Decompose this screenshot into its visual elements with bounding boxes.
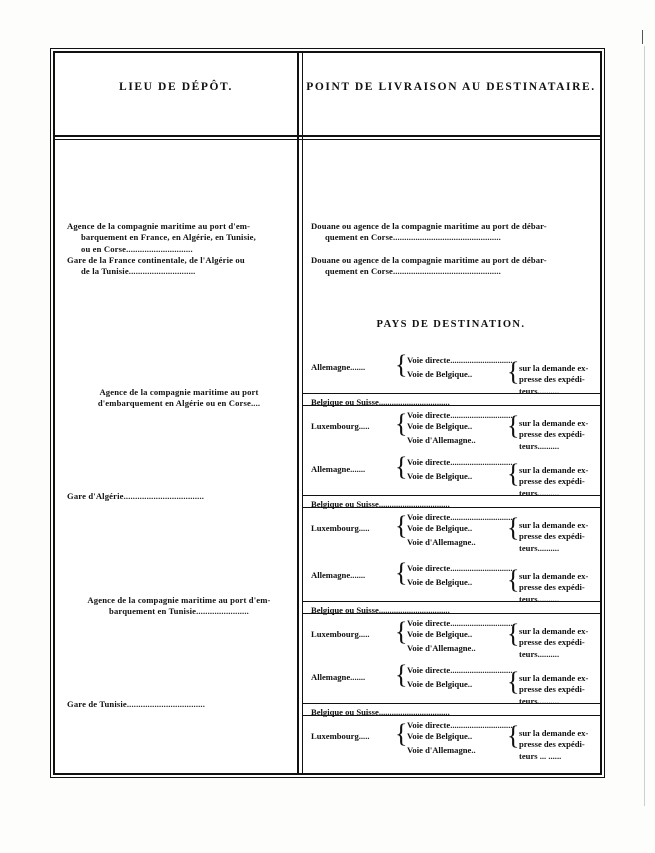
page-edge-mark bbox=[642, 30, 643, 44]
brace-icon: { bbox=[507, 411, 520, 440]
header-lieu-de-depot: LIEU DE DÉPÔT. bbox=[119, 81, 233, 93]
voie-directe: Voie directe............................. bbox=[407, 512, 513, 522]
group-separator-rule bbox=[302, 601, 600, 602]
brace-icon: { bbox=[395, 719, 408, 748]
voie-directe: Voie directe............................. bbox=[407, 720, 513, 730]
row2-right-line2: quement en Corse................................................ bbox=[325, 266, 501, 277]
row2-left-text bbox=[67, 255, 291, 278]
page-edge-line bbox=[644, 46, 645, 806]
note-line1: sur la demande ex- bbox=[519, 673, 589, 683]
voie-directe: Voie directe............................. bbox=[407, 618, 513, 628]
note-line3: teurs.......... bbox=[519, 695, 560, 706]
note-sur-demande bbox=[519, 626, 609, 660]
brace-icon: { bbox=[395, 511, 408, 540]
table-row bbox=[67, 255, 291, 278]
group1-left-line1: Agence de la compagnie maritime au port bbox=[99, 387, 259, 397]
dest-luxembourg: Luxembourg..... bbox=[311, 731, 370, 741]
brace-icon: { bbox=[395, 409, 408, 438]
dest-allemagne: Allemagne....... bbox=[311, 672, 366, 682]
dest-allemagne: Allemagne....... bbox=[311, 464, 366, 474]
table-outer-border bbox=[50, 48, 605, 778]
note-line2: presse des expédi- bbox=[519, 531, 585, 542]
row1-left-line2: barquement en France, en Algérie, en Tunisie, bbox=[81, 232, 256, 243]
voie-directe: Voie directe............................. bbox=[407, 457, 513, 467]
brace-icon: { bbox=[395, 660, 408, 689]
note-line3: teurs.......... bbox=[519, 440, 560, 451]
dest-allemagne: Allemagne....... bbox=[311, 570, 366, 580]
header-rule bbox=[55, 135, 600, 137]
note-line2: presse des expédi- bbox=[519, 374, 585, 385]
dest-luxembourg: Luxembourg..... bbox=[311, 421, 370, 431]
row2-left-line2: de la Tunisie............................. bbox=[81, 266, 196, 277]
group-separator-rule bbox=[302, 613, 600, 614]
row1-left-line3: ou en Corse............................. bbox=[81, 243, 193, 254]
header-point-de-livraison: POINT DE LIVRAISON AU DESTINATAIRE. bbox=[306, 81, 596, 93]
note-line1: sur la demande ex- bbox=[519, 418, 589, 428]
note-line2: presse des expédi- bbox=[519, 739, 585, 750]
group-separator-rule bbox=[302, 715, 600, 716]
note-sur-demande bbox=[519, 520, 609, 554]
voie-de-belgique: Voie de Belgique.. bbox=[407, 421, 473, 431]
note-line3: teurs.......... bbox=[519, 542, 560, 553]
voie-directe: Voie directe............................. bbox=[407, 665, 513, 675]
brace-icon: { bbox=[507, 565, 520, 594]
brace-icon: { bbox=[395, 558, 408, 587]
group3-left-label bbox=[67, 595, 291, 618]
table-header bbox=[55, 53, 600, 135]
voie-d-allemagne: Voie d'Allemagne.. bbox=[407, 745, 476, 755]
group3-left-line2: barquement en Tunisie....................... bbox=[109, 606, 249, 617]
voie-d-allemagne: Voie d'Allemagne.. bbox=[407, 537, 476, 547]
dest-belgique-suisse: Belgique ou Suisse................................. bbox=[311, 499, 450, 509]
voie-de-belgique: Voie de Belgique.. bbox=[407, 471, 473, 481]
group-separator-rule bbox=[302, 393, 600, 394]
group1-left-line2: d'embarquement en Algérie ou en Corse.... bbox=[97, 398, 261, 409]
brace-icon: { bbox=[507, 459, 520, 488]
row1-right-line1: Douane ou agence de la compagnie maritime au port de débar- bbox=[311, 221, 547, 231]
brace-icon: { bbox=[507, 513, 520, 542]
brace-icon: { bbox=[395, 617, 408, 646]
note-line2: presse des expédi- bbox=[519, 684, 585, 695]
voie-d-allemagne: Voie d'Allemagne.. bbox=[407, 643, 476, 653]
note-sur-demande bbox=[519, 728, 609, 762]
voie-de-belgique: Voie de Belgique.. bbox=[407, 577, 473, 587]
group-separator-rule bbox=[302, 507, 600, 508]
voie-directe: Voie directe............................. bbox=[407, 355, 513, 365]
row1-left-text bbox=[67, 221, 291, 255]
dest-belgique-suisse: Belgique ou Suisse................................. bbox=[311, 605, 450, 615]
note-line3: teurs.......... bbox=[519, 648, 560, 659]
row1-right-line2: quement en Corse................................................ bbox=[325, 232, 501, 243]
note-line1: sur la demande ex- bbox=[519, 626, 589, 636]
group4-left-label bbox=[67, 699, 291, 710]
table-row bbox=[67, 221, 291, 255]
note-line2: presse des expédi- bbox=[519, 476, 585, 487]
brace-icon: { bbox=[395, 350, 408, 379]
pays-de-destination-title: PAYS DE DESTINATION. bbox=[376, 319, 526, 330]
note-line3: teurs ... ...... bbox=[519, 750, 562, 761]
note-line3: teurs.......... bbox=[519, 385, 560, 396]
brace-icon: { bbox=[395, 452, 408, 481]
brace-icon: { bbox=[507, 667, 520, 696]
group4-left-line1: Gare de Tunisie.................................. bbox=[67, 699, 206, 709]
note-line1: sur la demande ex- bbox=[519, 571, 589, 581]
table-body bbox=[55, 143, 600, 773]
group3-left-line1: Agence de la compagnie maritime au port d'em- bbox=[87, 595, 271, 605]
voie-de-belgique: Voie de Belgique.. bbox=[407, 679, 473, 689]
note-line1: sur la demande ex- bbox=[519, 728, 589, 738]
group1-left-label bbox=[67, 387, 291, 410]
group-separator-rule bbox=[302, 405, 600, 406]
voie-directe: Voie directe............................. bbox=[407, 563, 513, 573]
dest-belgique-suisse: Belgique ou Suisse................................. bbox=[311, 707, 450, 717]
note-line1: sur la demande ex- bbox=[519, 520, 589, 530]
note-sur-demande bbox=[519, 418, 609, 452]
group2-left-label bbox=[67, 491, 291, 502]
dest-luxembourg: Luxembourg..... bbox=[311, 523, 370, 533]
voie-de-belgique: Voie de Belgique.. bbox=[407, 523, 473, 533]
voie-d-allemagne: Voie d'Allemagne.. bbox=[407, 435, 476, 445]
header-rule-secondary bbox=[55, 139, 600, 140]
group2-left-line1: Gare d'Algérie................................... bbox=[67, 491, 205, 501]
brace-icon: { bbox=[507, 619, 520, 648]
group-separator-rule bbox=[302, 703, 600, 704]
row2-right-text bbox=[311, 255, 601, 278]
table bbox=[53, 51, 602, 775]
voie-de-belgique: Voie de Belgique.. bbox=[407, 731, 473, 741]
note-line3: teurs.......... bbox=[519, 487, 560, 498]
voie-directe: Voie directe............................. bbox=[407, 410, 513, 420]
group-separator-rule bbox=[302, 495, 600, 496]
note-line2: presse des expédi- bbox=[519, 582, 585, 593]
voie-de-belgique: Voie de Belgique.. bbox=[407, 369, 473, 379]
row1-right-text bbox=[311, 221, 601, 244]
dest-luxembourg: Luxembourg..... bbox=[311, 629, 370, 639]
row2-right-line1: Douane ou agence de la compagnie maritime au port de débar- bbox=[311, 255, 547, 265]
brace-icon: { bbox=[507, 721, 520, 750]
row1-left-line1: Agence de la compagnie maritime au port d'em- bbox=[67, 221, 251, 231]
note-line2: presse des expédi- bbox=[519, 429, 585, 440]
voie-de-belgique: Voie de Belgique.. bbox=[407, 629, 473, 639]
dest-allemagne: Allemagne....... bbox=[311, 362, 366, 372]
note-line1: sur la demande ex- bbox=[519, 363, 589, 373]
note-line3: teurs.......... bbox=[519, 593, 560, 604]
brace-icon: { bbox=[507, 357, 520, 386]
note-line2: presse des expédi- bbox=[519, 637, 585, 648]
note-line1: sur la demande ex- bbox=[519, 465, 589, 475]
row2-left-line1: Gare de la France continentale, de l'Algérie ou bbox=[67, 255, 245, 265]
dest-belgique-suisse: Belgique ou Suisse................................. bbox=[311, 397, 450, 407]
